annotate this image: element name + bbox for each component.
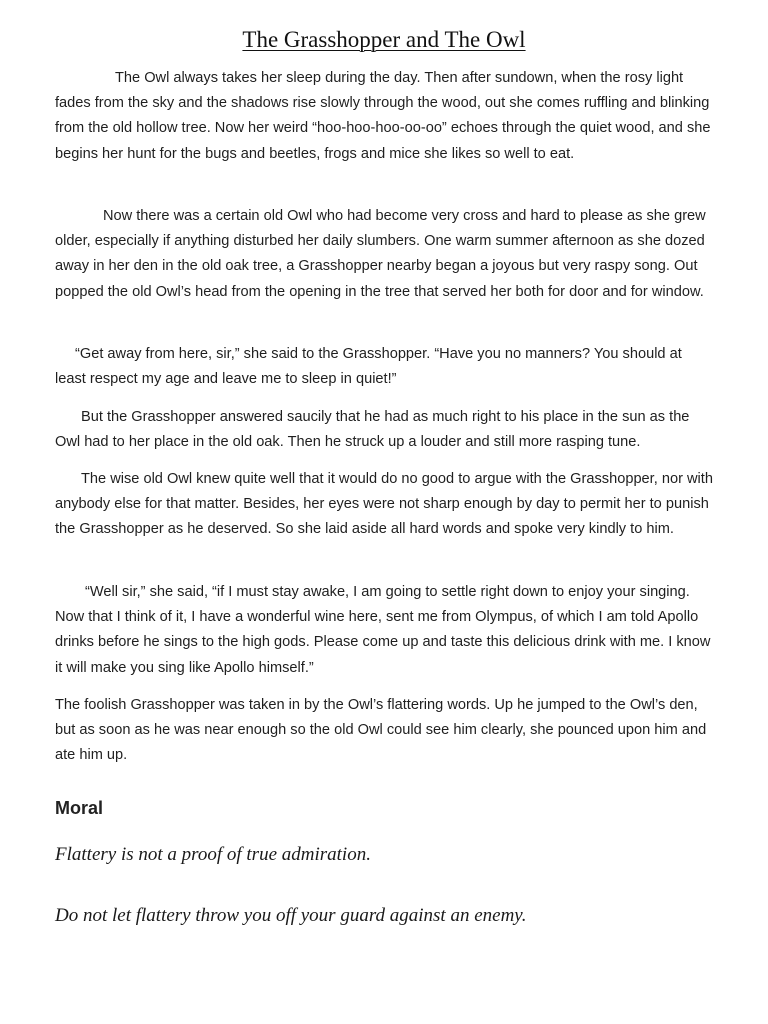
story-paragraph-5: The wise old Owl knew quite well that it would do no good to argue with the Grasshopper, nor with anybody else for that matter. Besides, her eyes were not sharp enough by day to permit her to punish the Grasshopper as he deserved. So she laid aside all hard words and spoke very kindly to him. — [55, 471, 713, 538]
story-title — [0, 24, 768, 56]
story-paragraph-6: “Well sir,” she said, “if I must stay awake, I am going to settle right down to enjoy your singing. Now that I think of it, I have a wonderful wine here, sent me from Olympus, of which I am told Apollo drinks before he sings to the high gods. Please come up and taste this delicious drink with me. I know it will make you sing like Apollo himself.” — [55, 584, 711, 676]
story-paragraph-7: The foolish Grasshopper was taken in by the Owl’s flattering words. Up he jumped to the Owl’s den, but as soon as he was near enough so the old Owl could see him clearly, she pounced upon him and ate him up. — [55, 697, 707, 764]
story-paragraph-1: The Owl always takes her sleep during the day. Then after sundown, when the rosy light fades from the sky and the shadows rise slowly through the wood, out she comes ruffling and blinking from the old hollow tree. Now her weird “hoo-hoo-hoo-oo-oo” echoes through the quiet wood, and she begins her hunt for the bugs and beetles, frogs and mice she likes so well to eat. — [55, 70, 711, 162]
moral-heading: Moral — [55, 798, 104, 818]
story-paragraph-2: Now there was a certain old Owl who had become very cross and hard to please as she grew older, especially if anything disturbed her daily slumbers. One warm summer afternoon as she dozed away in her den in the old oak tree, a Grasshopper nearby began a joyous but very raspy song. Out popped the old Owl’s head from the opening in the tree that served her both for door and for window. — [55, 208, 706, 300]
story-paragraph-3: “Get away from here, sir,” she said to the Grasshopper. “Have you no manners? You should at least respect my age and leave me to sleep in quiet!” — [55, 346, 682, 388]
story-title-text: The Grasshopper and The Owl — [242, 27, 526, 52]
moral-line-1: Flattery is not a proof of true admiration. — [55, 844, 371, 865]
moral-line-2: Do not let flattery throw you off your guard against an enemy. — [55, 905, 527, 926]
story-paragraph-4: But the Grasshopper answered saucily that he had as much right to his place in the sun as the Owl had to her place in the old oak. Then he struck up a louder and still more rasping tune. — [55, 409, 690, 451]
